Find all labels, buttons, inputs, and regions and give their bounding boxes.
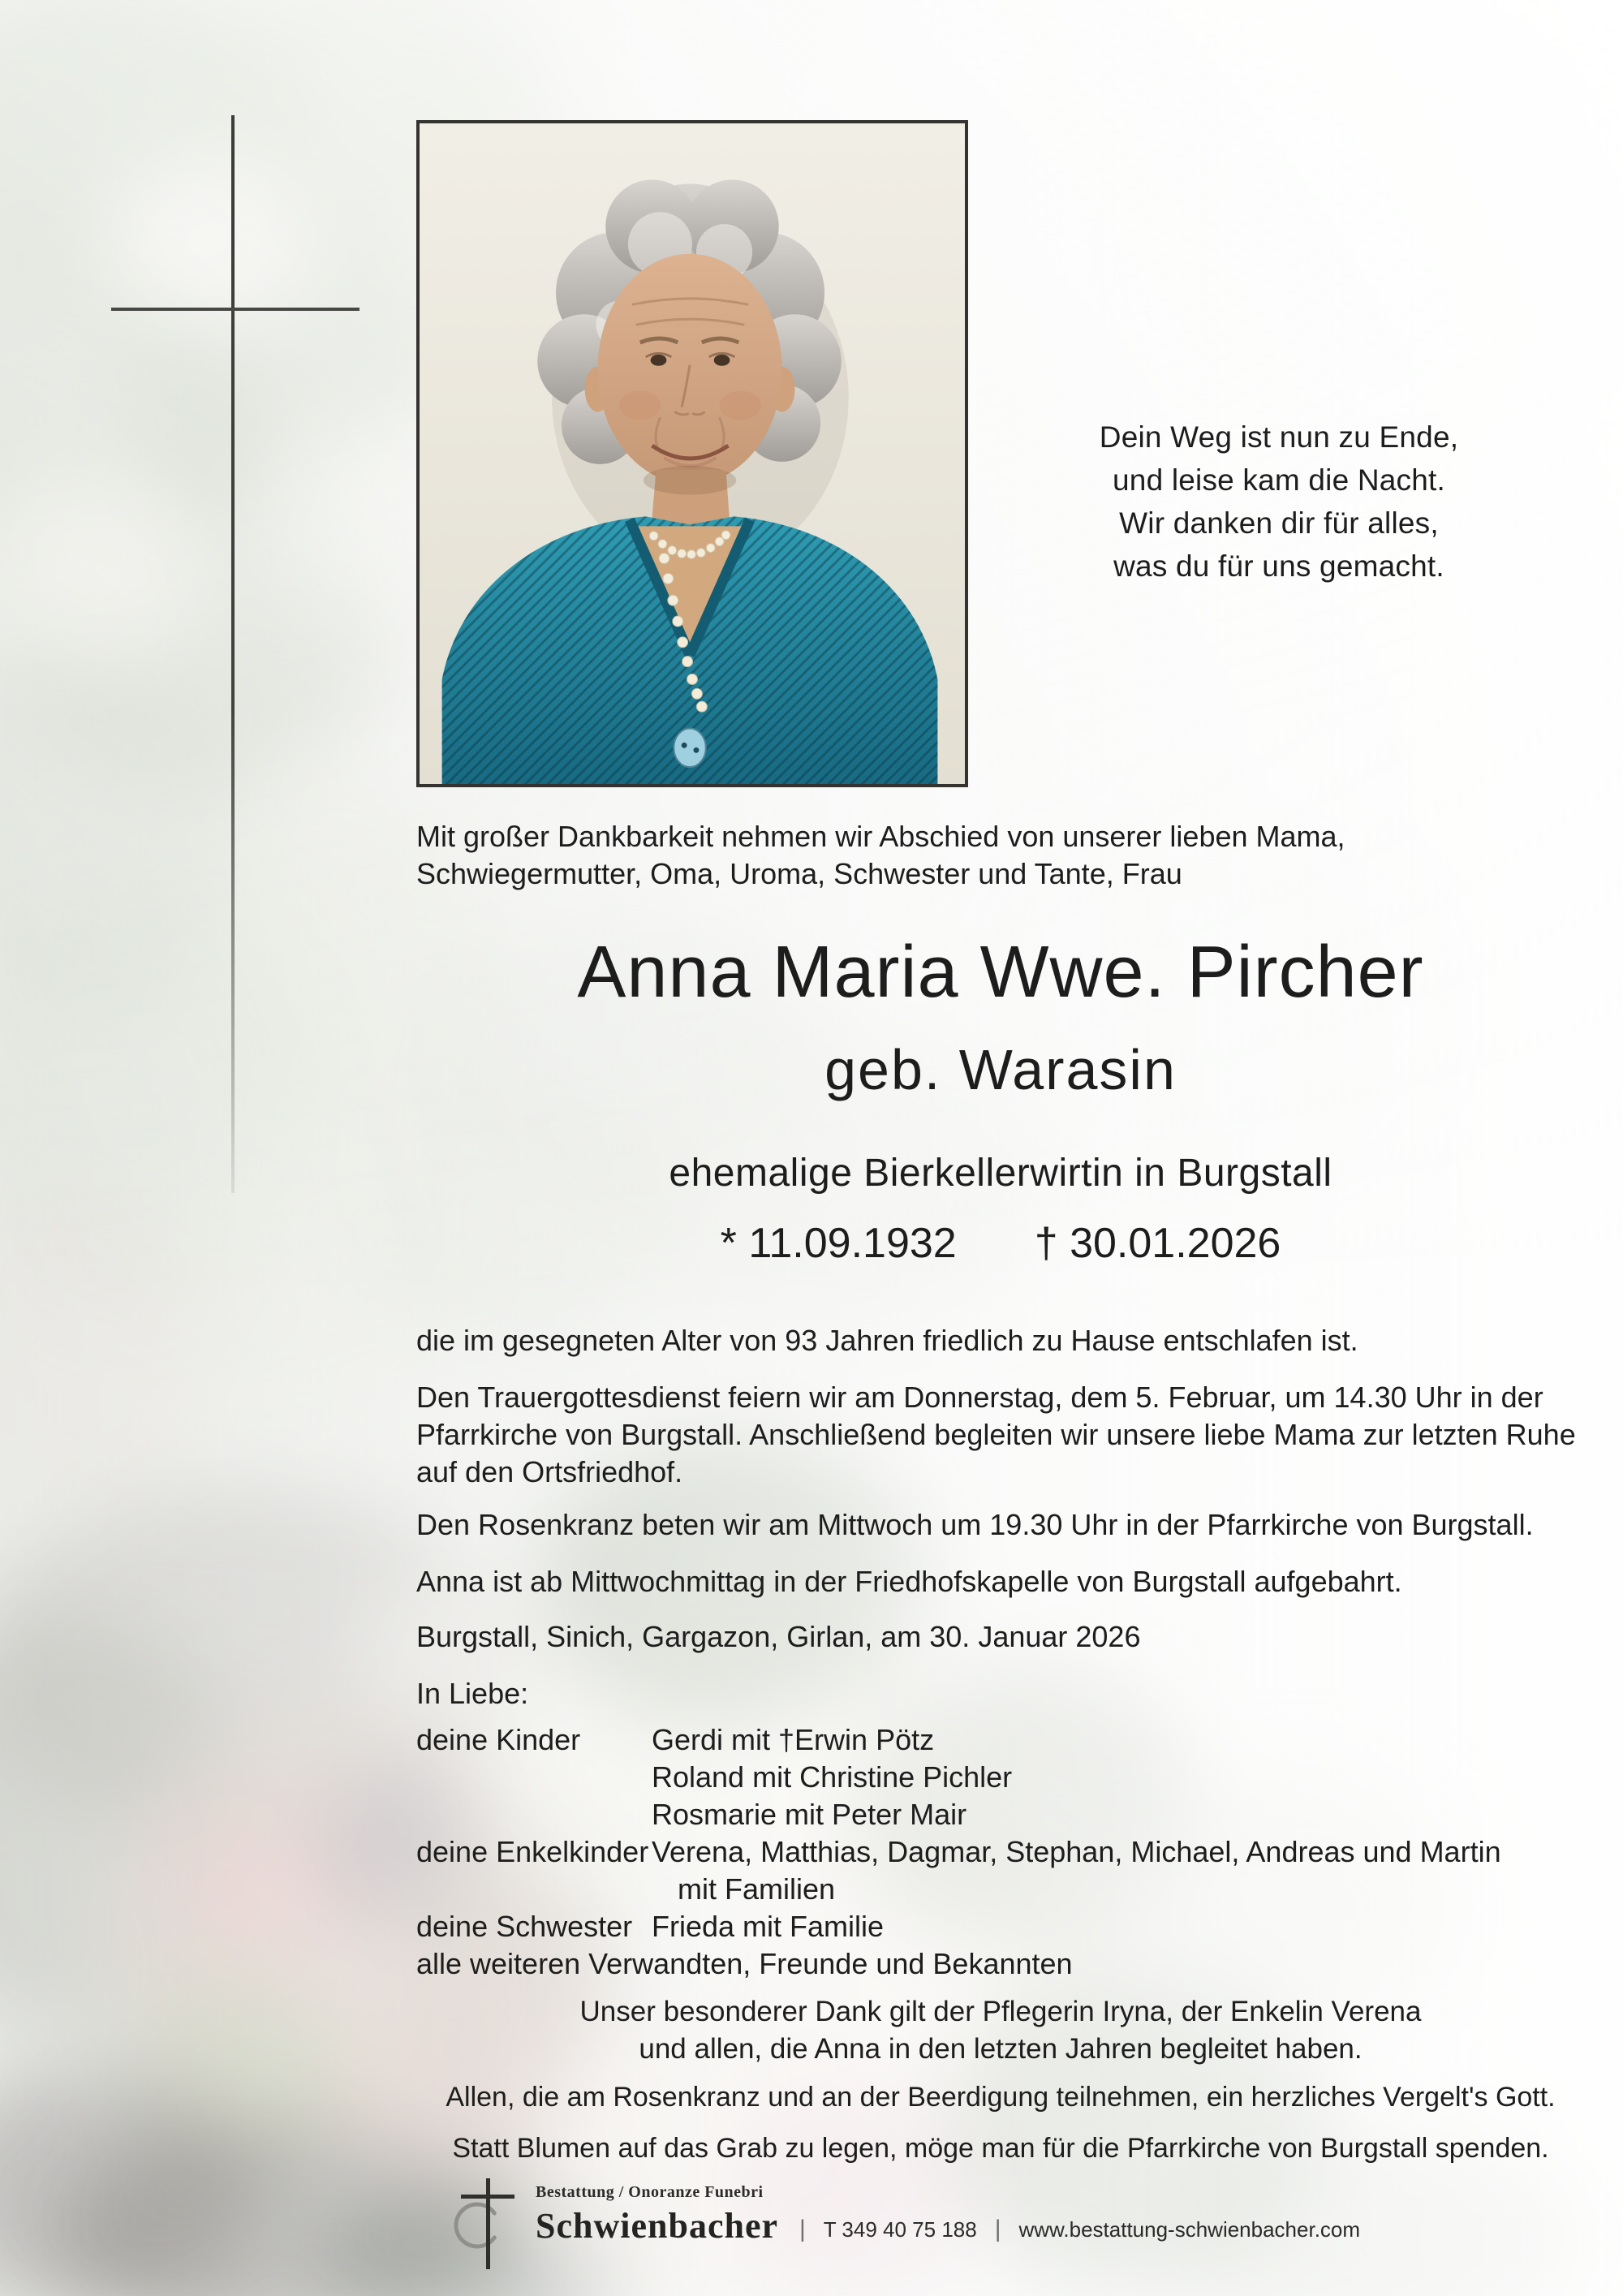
family-role-label bbox=[416, 1759, 652, 1796]
intro-line: Schwiegermutter, Oma, Uroma, Schwester und Tante, Frau bbox=[416, 857, 1182, 890]
poem-line: Dein Weg ist nun zu Ende, bbox=[1099, 420, 1459, 454]
life-dates bbox=[416, 1219, 1585, 1268]
family-row bbox=[416, 1871, 1585, 1908]
thanks-line: und allen, die Anna in den letzten Jahren begleitet haben. bbox=[639, 2033, 1363, 2065]
places-date-line: Burgstall, Sinich, Gargazon, Girlan, am 30. Januar 2026 bbox=[416, 1620, 1141, 1653]
poem-line: Wir danken dir für alles, bbox=[1119, 506, 1439, 540]
funeral-home-footer bbox=[448, 2173, 1360, 2274]
vergelt-gott-line: Allen, die am Rosenkranz und an der Beerdigung teilnehmen, ein herzliches Vergelt's Gott. bbox=[446, 2082, 1556, 2113]
family-member-names: Verena, Matthias, Dagmar, Stephan, Michael, Andreas und Martin bbox=[652, 1835, 1501, 1868]
family-role-label: deine Kinder bbox=[416, 1723, 581, 1756]
funeral-home-contact bbox=[799, 2216, 1360, 2243]
family-role-label: deine Schwester bbox=[416, 1910, 633, 1943]
mourning-family-list bbox=[416, 1721, 1585, 1983]
rosary-paragraph: Den Rosenkranz beten wir am Mittwoch um 19.30 Uhr in der Pfarrkirche von Burgstall. bbox=[416, 1508, 1534, 1541]
deceased-name: Anna Maria Wwe. Pircher bbox=[577, 932, 1424, 1013]
family-row bbox=[416, 1833, 1585, 1871]
donation-request-line: Statt Blumen auf das Grab zu legen, möge man für die Pfarrkirche von Burgstall spenden. bbox=[452, 2133, 1549, 2164]
phone-number: T 349 40 75 188 bbox=[823, 2216, 977, 2242]
lying-in-state-paragraph: Anna ist ab Mittwochmittag in der Friedhofskapelle von Burgstall aufgebahrt. bbox=[416, 1565, 1402, 1598]
pipe-separator: | bbox=[799, 2216, 806, 2242]
family-closing-text: alle weiteren Verwandten, Freunde und Bekannten bbox=[416, 1947, 1073, 1980]
funeral-home-name: Schwienbacher bbox=[536, 2206, 778, 2246]
special-thanks bbox=[416, 1993, 1585, 2068]
family-row bbox=[416, 1721, 1585, 1759]
death-date: † 30.01.2026 bbox=[1034, 1220, 1281, 1267]
family-role-label bbox=[416, 1871, 652, 1908]
family-role-label: deine Enkelkinder bbox=[416, 1835, 649, 1868]
family-row bbox=[416, 1759, 1585, 1796]
intro-line: Mit großer Dankbarkeit nehmen wir Abschied von unserer lieben Mama, bbox=[416, 820, 1345, 853]
funeral-service-line: Pfarrkirche von Burgstall. Anschließend begleiten wir unsere liebe Mama zur letzten Ruhe bbox=[416, 1418, 1576, 1451]
farewell-poem bbox=[1019, 416, 1539, 588]
funeral-service-paragraph bbox=[416, 1379, 1585, 1491]
family-member-names: Roland mit Christine Pichler bbox=[652, 1760, 1013, 1794]
maiden-name: geb. Warasin bbox=[824, 1038, 1177, 1101]
birth-date: * 11.09.1932 bbox=[720, 1220, 957, 1267]
family-member-names: Gerdi mit †Erwin Pötz bbox=[652, 1723, 935, 1756]
family-member-names: Frieda mit Familie bbox=[652, 1910, 885, 1943]
portrait-illustration bbox=[420, 123, 965, 784]
cross-vertical-bar bbox=[231, 115, 235, 1193]
thanks-line: Unser besonderer Dank gilt der Pflegerin Iryna, der Enkelin Verena bbox=[579, 1996, 1422, 2027]
family-member-names: mit Familien bbox=[678, 1872, 836, 1906]
poem-line: und leise kam die Nacht. bbox=[1113, 463, 1445, 497]
family-row bbox=[416, 1908, 1585, 1945]
funeral-service-line: Den Trauergottesdienst feiern wir am Donnerstag, dem 5. Februar, um 14.30 Uhr in der bbox=[416, 1381, 1543, 1414]
family-role-label bbox=[416, 1796, 652, 1833]
in-love-label: In Liebe: bbox=[416, 1677, 529, 1710]
intro-paragraph bbox=[416, 818, 1585, 893]
funeral-home-tagline: Bestattung / Onoranze Funebri bbox=[536, 2183, 764, 2201]
passing-note: die im gesegneten Alter von 93 Jahren friedlich zu Hause entschlafen ist. bbox=[416, 1324, 1358, 1357]
funeral-home-brand bbox=[536, 2183, 778, 2246]
cross-in-circle-logo-icon bbox=[448, 2173, 523, 2274]
poem-line: was du für uns gemacht. bbox=[1113, 549, 1444, 583]
cross-horizontal-bar bbox=[111, 308, 359, 311]
family-row bbox=[416, 1796, 1585, 1833]
family-closing-line bbox=[416, 1945, 1585, 1983]
funeral-service-line: auf den Ortsfriedhof. bbox=[416, 1455, 683, 1488]
family-member-names: Rosmarie mit Peter Mair bbox=[652, 1798, 967, 1831]
website-url[interactable]: www.bestattung-schwienbacher.com bbox=[1018, 2216, 1361, 2242]
pipe-separator: | bbox=[994, 2216, 1001, 2242]
portrait-photo bbox=[416, 120, 968, 787]
deceased-role: ehemalige Bierkellerwirtin in Burgstall bbox=[669, 1152, 1332, 1195]
